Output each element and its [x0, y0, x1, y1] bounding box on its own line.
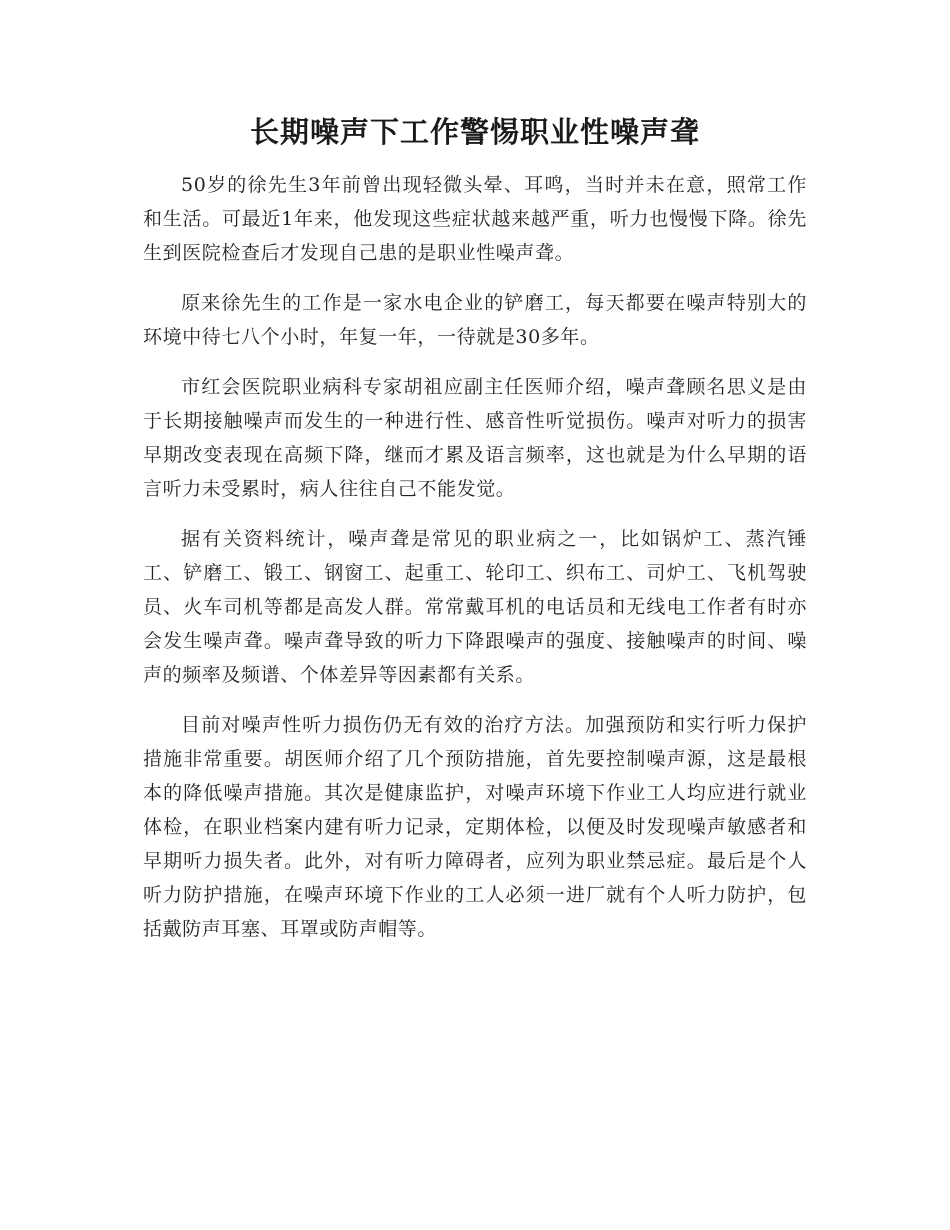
document-title: 长期噪声下工作警惕职业性噪声聋 [249, 115, 700, 149]
paragraph-3: 市红会医院职业病科专家胡祖应副主任医师介绍，噪声聋顾名思义是由于长期接触噪声而发生的一种进行性、感音性听觉损伤。噪声对听力的损害早期改变表现在高频下降，继而才累及语言频率，这也就是为什么早期的语言听力未受累时，病人往往自己不能发觉。 [143, 376, 807, 500]
document-body [143, 168, 807, 946]
paragraph-1: 50岁的徐先生3年前曾出现轻微头晕、耳鸣，当时并未在意，照常工作和生活。可最近1年来，他发现这些症状越来越严重，听力也慢慢下降。徐先生到医院检查后才发现自己患的是职业性噪声聋。 [143, 174, 807, 264]
paragraph-2: 原来徐先生的工作是一家水电企业的铲磨工，每天都要在噪声特别大的环境中待七八个小时，年复一年，一待就是30多年。 [143, 292, 807, 348]
paragraph-5: 目前对噪声性听力损伤仍无有效的治疗方法。加强预防和实行听力保护措施非常重要。胡医师介绍了几个预防措施，首先要控制噪声源，这是最根本的降低噪声措施。其次是健康监护，对噪声环境下作业工人均应进行就业体检，在职业档案内建有听力记录，定期体检，以便及时发现噪声敏感者和早期听力损失者。此外，对有听力障碍者，应列为职业禁忌症。最后是个人听力防护措施，在噪声环境下作业的工人必须一进厂就有个人听力防护，包括戴防声耳塞、耳罩或防声帽等。 [143, 714, 807, 940]
paragraph-4: 据有关资料统计，噪声聋是常见的职业病之一，比如锅炉工、蒸汽锤工、铲磨工、锻工、钢窗工、起重工、轮印工、织布工、司炉工、飞机驾驶员、火车司机等都是高发人群。常常戴耳机的电话员和无线电工作者有时亦会发生噪声聋。噪声聋导致的听力下降跟噪声的强度、接触噪声的时间、噪声的频率及频谱、个体差异等因素都有关系。 [143, 528, 807, 686]
